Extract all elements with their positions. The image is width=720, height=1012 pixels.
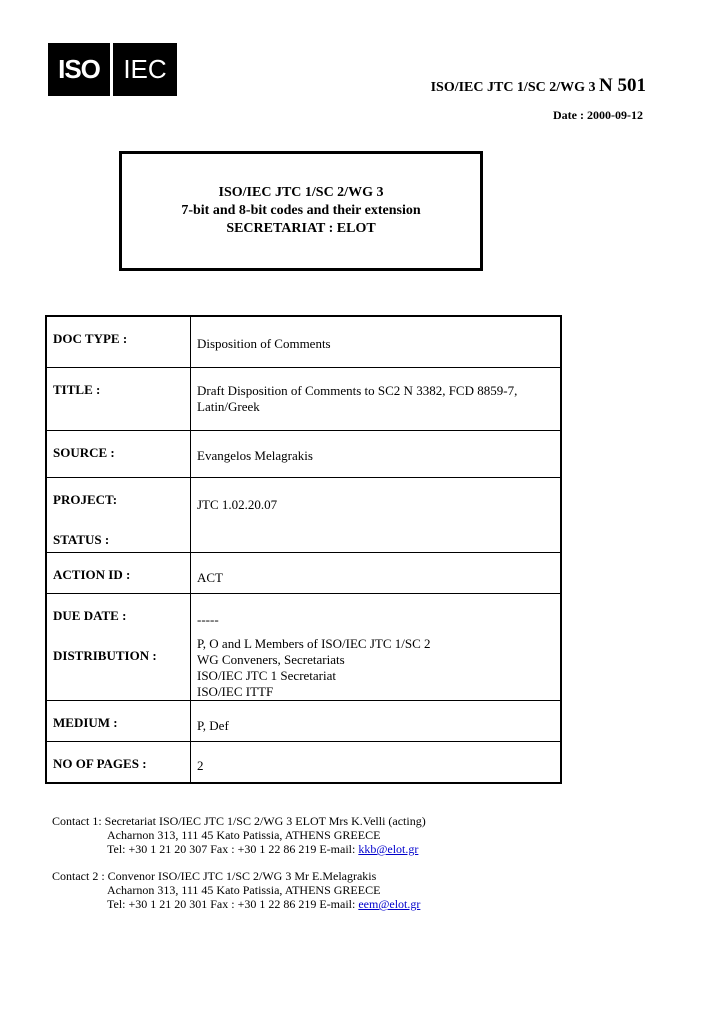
- doc-type-label: DOC TYPE :: [46, 316, 191, 367]
- document-number: [431, 75, 646, 97]
- contact-block-2: [52, 869, 420, 911]
- contact-2-line-1: Contact 2 : Convenor ISO/IEC JTC 1/SC 2/WG 3 Mr E.Melagrakis: [52, 869, 377, 883]
- source-label: SOURCE :: [46, 430, 191, 477]
- contact-1-email-link[interactable]: kkb@elot.gr: [358, 842, 419, 856]
- document-date: Date : 2000-09-12: [553, 108, 643, 122]
- due-date-value: -----: [197, 611, 219, 627]
- pages-label: NO OF PAGES :: [46, 741, 191, 783]
- status-label: STATUS :: [53, 531, 110, 547]
- iec-logo: IEC: [113, 43, 177, 96]
- header-line-3: SECRETARIAT : ELOT: [226, 221, 376, 236]
- pages-value: 2: [191, 741, 562, 783]
- contact-2-phone-line: [52, 897, 420, 911]
- distribution-item: ISO/IEC JTC 1 Secretariat: [197, 667, 336, 683]
- distribution-list: [197, 636, 560, 700]
- doc-type-value: Disposition of Comments: [191, 316, 562, 367]
- committee-header-box: [119, 151, 483, 271]
- row-title: [46, 367, 561, 430]
- row-action-id: [46, 552, 561, 593]
- medium-value: P, Def: [191, 700, 562, 741]
- document-metadata-table: [45, 315, 562, 784]
- action-id-label: ACTION ID :: [46, 552, 191, 593]
- distribution-item: P, O and L Members of ISO/IEC JTC 1/SC 2: [197, 635, 431, 651]
- iso-iec-logo: [48, 43, 177, 96]
- contact-1-phone: Tel: +30 1 21 20 307 Fax : +30 1 22 86 219 E-mail:: [107, 842, 359, 856]
- iso-logo: ISO: [48, 43, 110, 96]
- distribution-label: DISTRIBUTION :: [53, 647, 157, 663]
- project-label: PROJECT:: [53, 491, 118, 507]
- header-line-1: ISO/IEC JTC 1/SC 2/WG 3: [218, 185, 384, 200]
- row-source: [46, 430, 561, 477]
- row-pages: [46, 741, 561, 783]
- due-date-label: DUE DATE :: [53, 607, 127, 623]
- title-label: TITLE :: [46, 367, 191, 430]
- document-ref: ISO/IEC JTC 1/SC 2/WG 3: [430, 80, 596, 95]
- row-project-status: [46, 477, 561, 552]
- contact-block-1: [52, 814, 426, 856]
- distribution-item: WG Conveners, Secretariats: [197, 651, 345, 667]
- contact-2-email-link[interactable]: eem@elot.gr: [358, 897, 421, 911]
- row-due-date-distribution: [46, 593, 561, 700]
- row-doc-type: [46, 316, 561, 367]
- contact-2-phone: Tel: +30 1 21 20 301 Fax : +30 1 22 86 219 E-mail:: [107, 897, 359, 911]
- project-value: JTC 1.02.20.07: [197, 496, 278, 512]
- contact-1-address: Acharnon 313, 111 45 Kato Patissia, ATHENS GREECE: [107, 828, 381, 842]
- contact-1-line-1: Contact 1: Secretariat ISO/IEC JTC 1/SC 2/WG 3 ELOT Mrs K.Velli (acting): [52, 814, 426, 828]
- header-line-2: 7-bit and 8-bit codes and their extension: [181, 203, 421, 218]
- distribution-item: ISO/IEC ITTF: [197, 683, 274, 699]
- source-value: Evangelos Melagrakis: [191, 430, 562, 477]
- title-value: Draft Disposition of Comments to SC2 N 3382, FCD 8859-7, Latin/Greek: [191, 367, 562, 430]
- row-medium: [46, 700, 561, 741]
- document-n-number: N 501: [599, 75, 646, 96]
- contact-1-phone-line: [52, 842, 426, 856]
- medium-label: MEDIUM :: [46, 700, 191, 741]
- contact-2-address: Acharnon 313, 111 45 Kato Patissia, ATHENS GREECE: [107, 883, 381, 897]
- action-id-value: ACT: [191, 552, 562, 593]
